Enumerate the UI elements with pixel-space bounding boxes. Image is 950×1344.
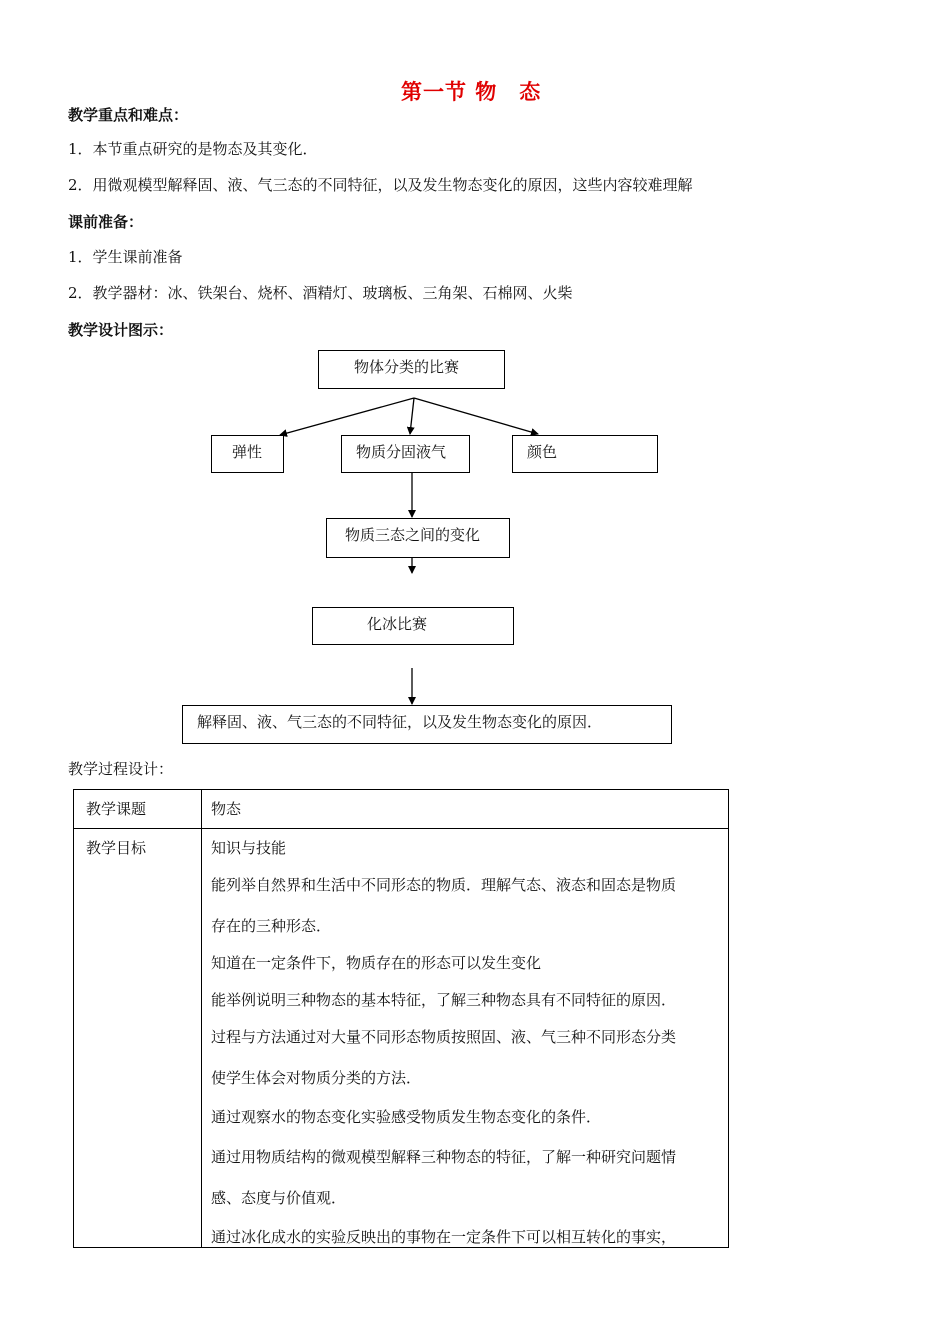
key-points-heading: 教学重点和难点： — [68, 106, 189, 124]
preparation-heading: 课前准备： — [68, 213, 144, 231]
objective-line: 存在的三种形态． — [211, 917, 332, 935]
arrow-to-left — [280, 398, 414, 435]
diagram-box-left-label: 弹性 — [232, 443, 263, 461]
key-point-1: 1．本节重点研究的是物态及其变化． — [68, 140, 318, 158]
table-row — [74, 829, 729, 1248]
table-row — [74, 790, 729, 829]
topic-label: 教学课题 — [74, 790, 202, 829]
diagram-box-bottom-label: 解释固、液、气三态的不同特征，以及发生物态变化的原因． — [197, 713, 603, 731]
objective-line: 使学生体会对物质分类的方法． — [211, 1069, 422, 1087]
objective-line: 通过观察水的物态变化实验感受物质发生物态变化的条件． — [211, 1108, 602, 1126]
key-point-2: 2．用微观模型解释固、液、气三态的不同特征，以及发生物态变化的原因，这些内容较难理解 — [68, 176, 693, 194]
diagram-box-right-label: 颜色 — [527, 443, 558, 461]
objective-line: 知识与技能 — [211, 839, 287, 857]
preparation-2: 2．教学器材：冰、铁架台、烧杯、酒精灯、玻璃板、三角架、石棉网、火柴 — [68, 284, 573, 302]
objective-line: 能举例说明三种物态的基本特征，了解三种物态具有不同特征的原因． — [211, 991, 677, 1009]
diagram-box-top-label: 物体分类的比赛 — [354, 358, 460, 376]
objective-line: 感、态度与价值观． — [211, 1189, 347, 1207]
process-heading: 教学过程设计： — [68, 760, 174, 778]
objective-line: 通过冰化成水的实验反映出的事物在一定条件下可以相互转化的事实， — [211, 1228, 677, 1246]
preparation-1: 1．学生课前准备 — [68, 248, 183, 266]
arrow-to-right — [414, 398, 538, 434]
page-title: 第一节 物 态 — [401, 80, 542, 104]
objective-line: 知道在一定条件下，物质存在的形态可以发生变化 — [211, 954, 542, 972]
process-table — [73, 789, 729, 1248]
diagram-box-step2-label: 物质三态之间的变化 — [345, 526, 481, 544]
objective-line: 过程与方法通过对大量不同形态物质按照固、液、气三种不同形态分类 — [211, 1028, 677, 1046]
objective-line: 通过用物质结构的微观模型解释三种物态的特征，了解一种研究问题情 — [211, 1148, 677, 1166]
design-diagram-heading: 教学设计图示： — [68, 321, 174, 339]
topic-value: 物态 — [202, 790, 729, 829]
diagram-box-middle-label: 物质分固液气 — [356, 443, 447, 461]
objectives-label: 教学目标 — [74, 829, 202, 1248]
objective-line: 能列举自然界和生活中不同形态的物质．理解气态、液态和固态是物质 — [211, 876, 677, 894]
diagram-box-step3-label: 化冰比赛 — [367, 615, 428, 633]
objectives-cell — [202, 829, 729, 1248]
arrow-to-middle — [410, 398, 414, 434]
